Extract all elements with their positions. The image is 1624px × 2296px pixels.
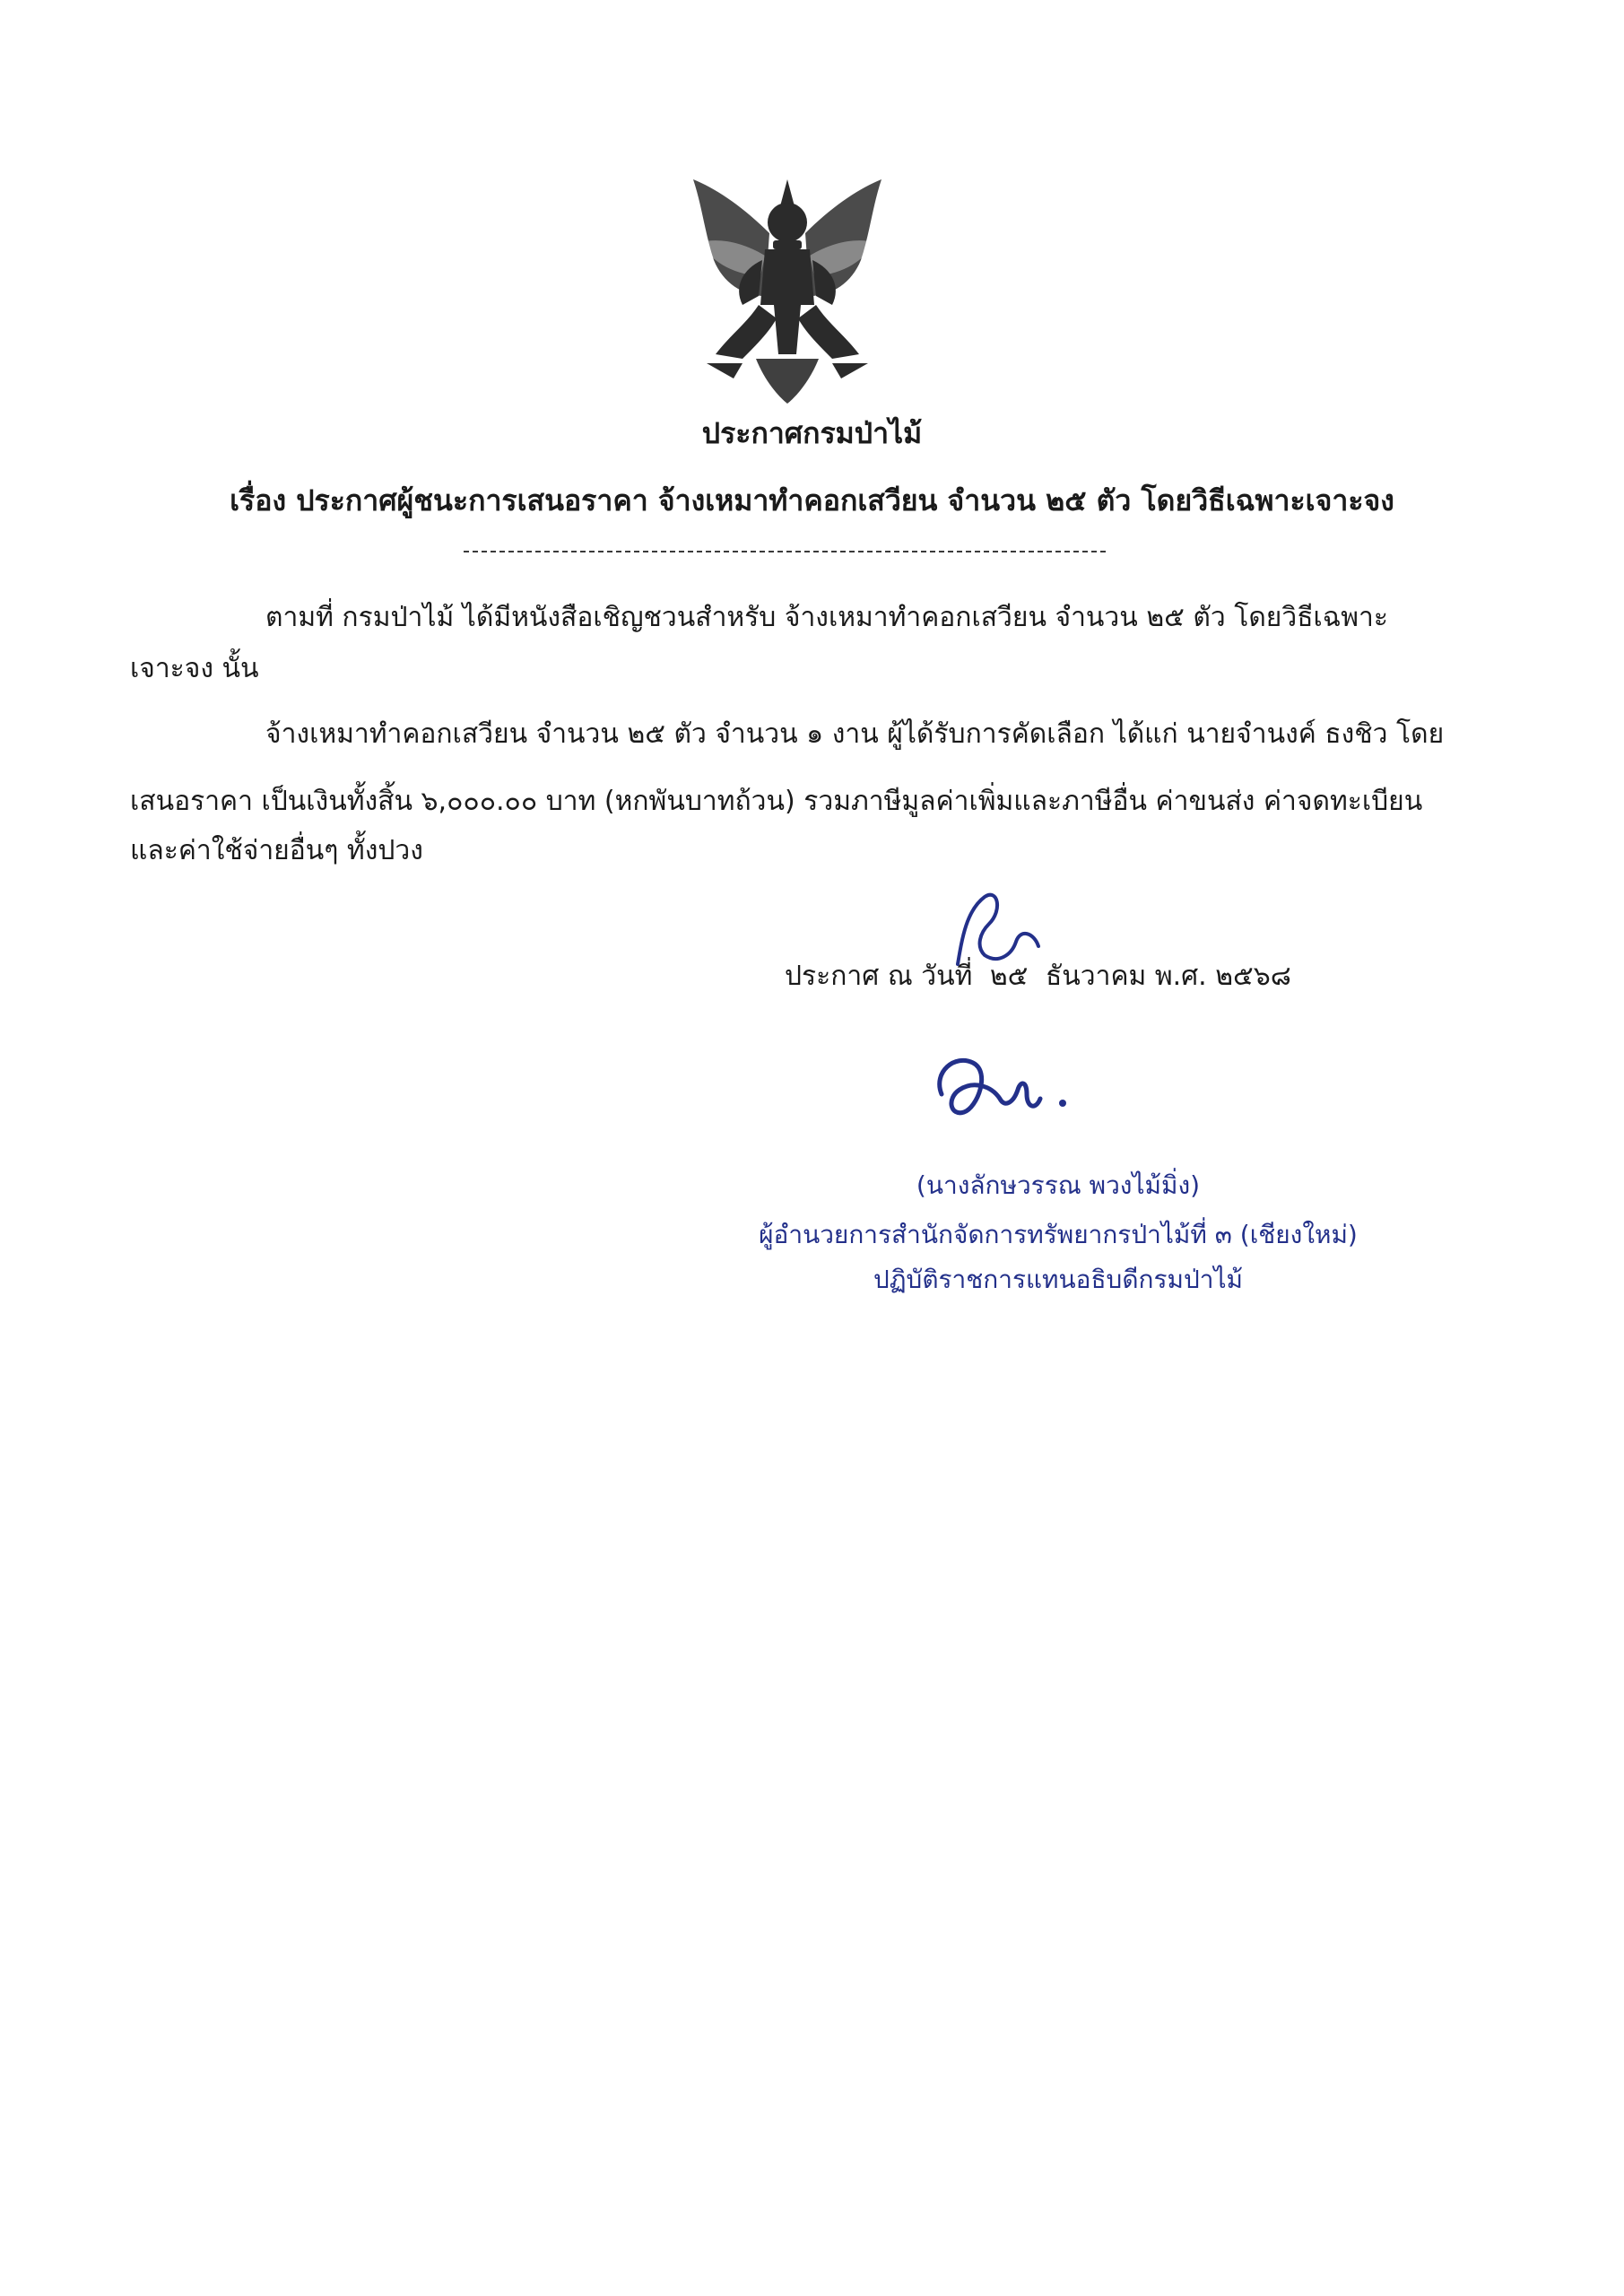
- date-prefix: ประกาศ ณ วันที่: [785, 961, 973, 992]
- paragraph-1-line-2: เจาะจง นั้น: [130, 653, 259, 684]
- handwritten-signature: [915, 1040, 1094, 1130]
- signatory-acting: ปฏิบัติราชการแทนอธิบดีกรมป่าไม้: [873, 1265, 1243, 1294]
- signatory-name: (นางลักษวรรณ พวงไม้มิ่ง): [916, 1170, 1201, 1200]
- date-suffix: ธันวาคม พ.ศ. ๒๕๖๘: [1045, 961, 1291, 992]
- divider: [464, 551, 1106, 552]
- date-day: ๒๕: [989, 961, 1029, 992]
- signatory-position: ผู้อำนวยการสำนักจัดการทรัพยากรป่าไม้ที่ ๓ (เชียงใหม่): [759, 1220, 1358, 1249]
- subject-line: เรื่อง ประกาศผู้ชนะการเสนอราคา จ้างเหมาทำคอกเสวียน จำนวน ๒๕ ตัว โดยวิธีเฉพาะเจาะจง: [230, 483, 1394, 517]
- paragraph-2-line-2: เสนอราคา เป็นเงินทั้งสิ้น ๖,๐๐๐.๐๐ บาท (หกพันบาทถ้วน) รวมภาษีมูลค่าเพิ่มและภาษีอื่น ค่าขนส่ง ค่าจดทะเบียน: [130, 786, 1423, 817]
- paragraph-1-line-1: ตามที่ กรมป่าไม้ ได้มีหนังสือเชิญชวนสำหรับ จ้างเหมาทำคอกเสวียน จำนวน ๒๕ ตัว โดยวิธีเฉพาะ: [265, 602, 1388, 633]
- paragraph-2-line-3: และค่าใช้จ่ายอื่นๆ ทั้งปวง: [130, 835, 423, 866]
- handwritten-day-mark: [949, 883, 1056, 982]
- garuda-emblem: [680, 170, 895, 408]
- page-title: ประกาศกรมป่าไม้: [701, 416, 923, 450]
- paragraph-2-line-1: จ้างเหมาทำคอกเสวียน จำนวน ๒๕ ตัว จำนวน ๑ งาน ผู้ได้รับการคัดเลือก ได้แก่ นายจำนงค์ ธงชิว โดย: [265, 718, 1445, 750]
